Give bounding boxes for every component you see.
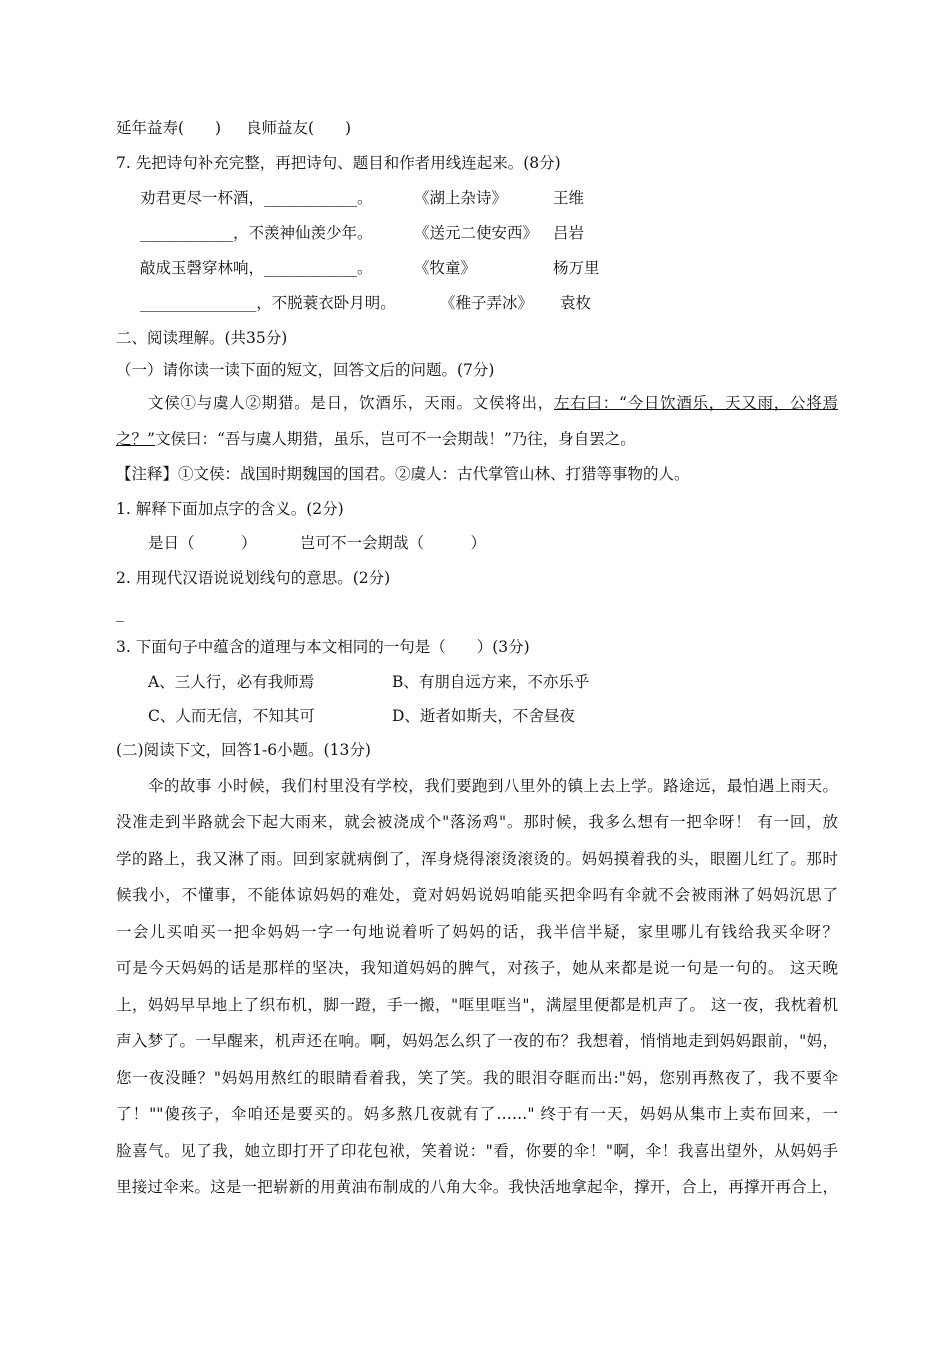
question-2: 2. 用现代汉语说说划线句的意思。(2分) xyxy=(116,569,391,587)
option-a: A、三人行，必有我师焉 xyxy=(148,673,315,691)
story-line: 可是今天妈妈的话是那样的坚决，我知道妈妈的脾气，对孩子，她从来都是说一句是一句的。 这天晚 xyxy=(116,959,838,977)
passage-line: 文侯①与虞人②期猎。是日，饮酒乐，天雨。文侯将出，左右曰：“今日饮酒乐，天又雨，公将焉 xyxy=(148,394,838,412)
underlined-sentence: 左右曰：“今日饮酒乐，天又雨，公将焉 xyxy=(553,394,838,412)
story-line: 里接过伞来。这是一把崭新的用黄油布制成的八角大伞。我快活地拿起伞，撑开，合上，再撑开再合上， xyxy=(116,1178,838,1196)
idiom-item: 良师益友( ) xyxy=(246,119,352,137)
poet: 王维 xyxy=(553,189,585,207)
poet: 吕岩 xyxy=(553,224,585,242)
poem-title: 《牧童》 xyxy=(414,259,477,277)
section-title: 二、阅读理解。(共35分) xyxy=(116,329,288,347)
story-line: 脸喜气。见了我，她立即打开了印花包袱，笑着说："看，你要的伞！"啊，伞！我喜出望外，从妈妈手 xyxy=(116,1142,838,1160)
poem-title: 《稚子弄冰》 xyxy=(440,294,534,312)
story-line: 伞的故事 小时候，我们村里没有学校，我们要跑到八里外的镇上去上学。路途远，最怕遇上雨天。 xyxy=(148,777,838,795)
verse: 劝君更尽一杯酒，____________。 xyxy=(140,189,373,207)
poem-title: 《湖上杂诗》 xyxy=(414,189,508,207)
verse: _______________，不脱蓑衣卧月明。 xyxy=(140,294,396,312)
question-1: 1. 解释下面加点字的含义。(2分) xyxy=(116,500,344,518)
part-1-title: （一）请你读一读下面的短文，回答文后的问题。(7分) xyxy=(116,361,495,379)
story-line: 您一夜没睡？"妈妈用熬红的眼睛看着我，笑了笑。我的眼泪夺眶而出:"妈，您别再熬夜了，我不要伞 xyxy=(116,1069,838,1087)
story-line: 上，妈妈早早地上了织布机，脚一蹬，手一搬，"哐里哐当"，满屋里便都是机声了。 这一夜，我枕着机 xyxy=(116,996,838,1014)
story-line: 没准走到半路就会下起大雨来，就会被浇成个"落汤鸡"。那时候，我多么想有一把伞呀！ 有一回，放 xyxy=(116,813,838,831)
question-1-blank: 岂可不一会期哉（ ） xyxy=(300,534,487,552)
underlined-sentence: 之？” xyxy=(116,430,155,448)
option-c: C、人而无信，不知其可 xyxy=(148,707,315,725)
story-line: 了！""傻孩子，伞咱还是要买的。妈多熬几夜就有了……" 终于有一天，妈妈从集市上卖布回来，一 xyxy=(116,1105,838,1123)
option-d: D、逝者如斯夫，不舍昼夜 xyxy=(392,707,575,725)
question-3: 3. 下面句子中蕴含的道理与本文相同的一句是（ ）(3分) xyxy=(116,638,530,656)
story-line: 候我小，不懂事，不能体谅妈妈的难处，竟对妈妈说妈咱能买把伞吗有伞就不会被雨淋了妈妈沉思了 xyxy=(116,886,838,904)
passage-line: 之？”文侯曰：“吾与虞人期猎，虽乐，岂可不一会期哉！”乃往，身自罢之。 xyxy=(116,430,636,448)
verse: ____________，不羡神仙羡少年。 xyxy=(140,224,373,242)
verse: 敲成玉磬穿林响，____________。 xyxy=(140,259,373,277)
part-2-title: (二)阅读下文，回答1-6小题。(13分) xyxy=(116,741,371,759)
story-line: 声入梦了。一早醒来，机声还在响。啊，妈妈怎么织了一夜的布？我想着，悄悄地走到妈妈跟前，"妈， xyxy=(116,1032,838,1050)
question-1-blank: 是日（ ） xyxy=(148,534,257,552)
idiom-item: 延年益寿( ) xyxy=(116,119,222,137)
story-line: 一会儿买咱买一把伞妈妈一字一句地说着听了妈妈的话，我半信半疑，家里哪儿有钱给我买伞呀？ xyxy=(116,923,838,941)
option-b: B、有朋自远方来，不亦乐乎 xyxy=(392,673,590,691)
poet: 袁枚 xyxy=(560,294,592,312)
annotation-note: 【注释】①文侯：战国时期魏国的国君。②虞人：古代掌管山林、打猎等事物的人。 xyxy=(116,465,690,483)
answer-line: _ xyxy=(116,604,124,622)
story-line: 学的路上，我又淋了雨。回到家就病倒了，浑身烧得滚烫滚烫的。妈妈摸着我的头，眼圈儿红了。那时 xyxy=(116,850,838,868)
poet: 杨万里 xyxy=(553,259,600,277)
poem-title: 《送元二使安西》 xyxy=(414,224,539,242)
question-7-title: 7. 先把诗句补充完整，再把诗句、题目和作者用线连起来。(8分) xyxy=(116,154,561,172)
